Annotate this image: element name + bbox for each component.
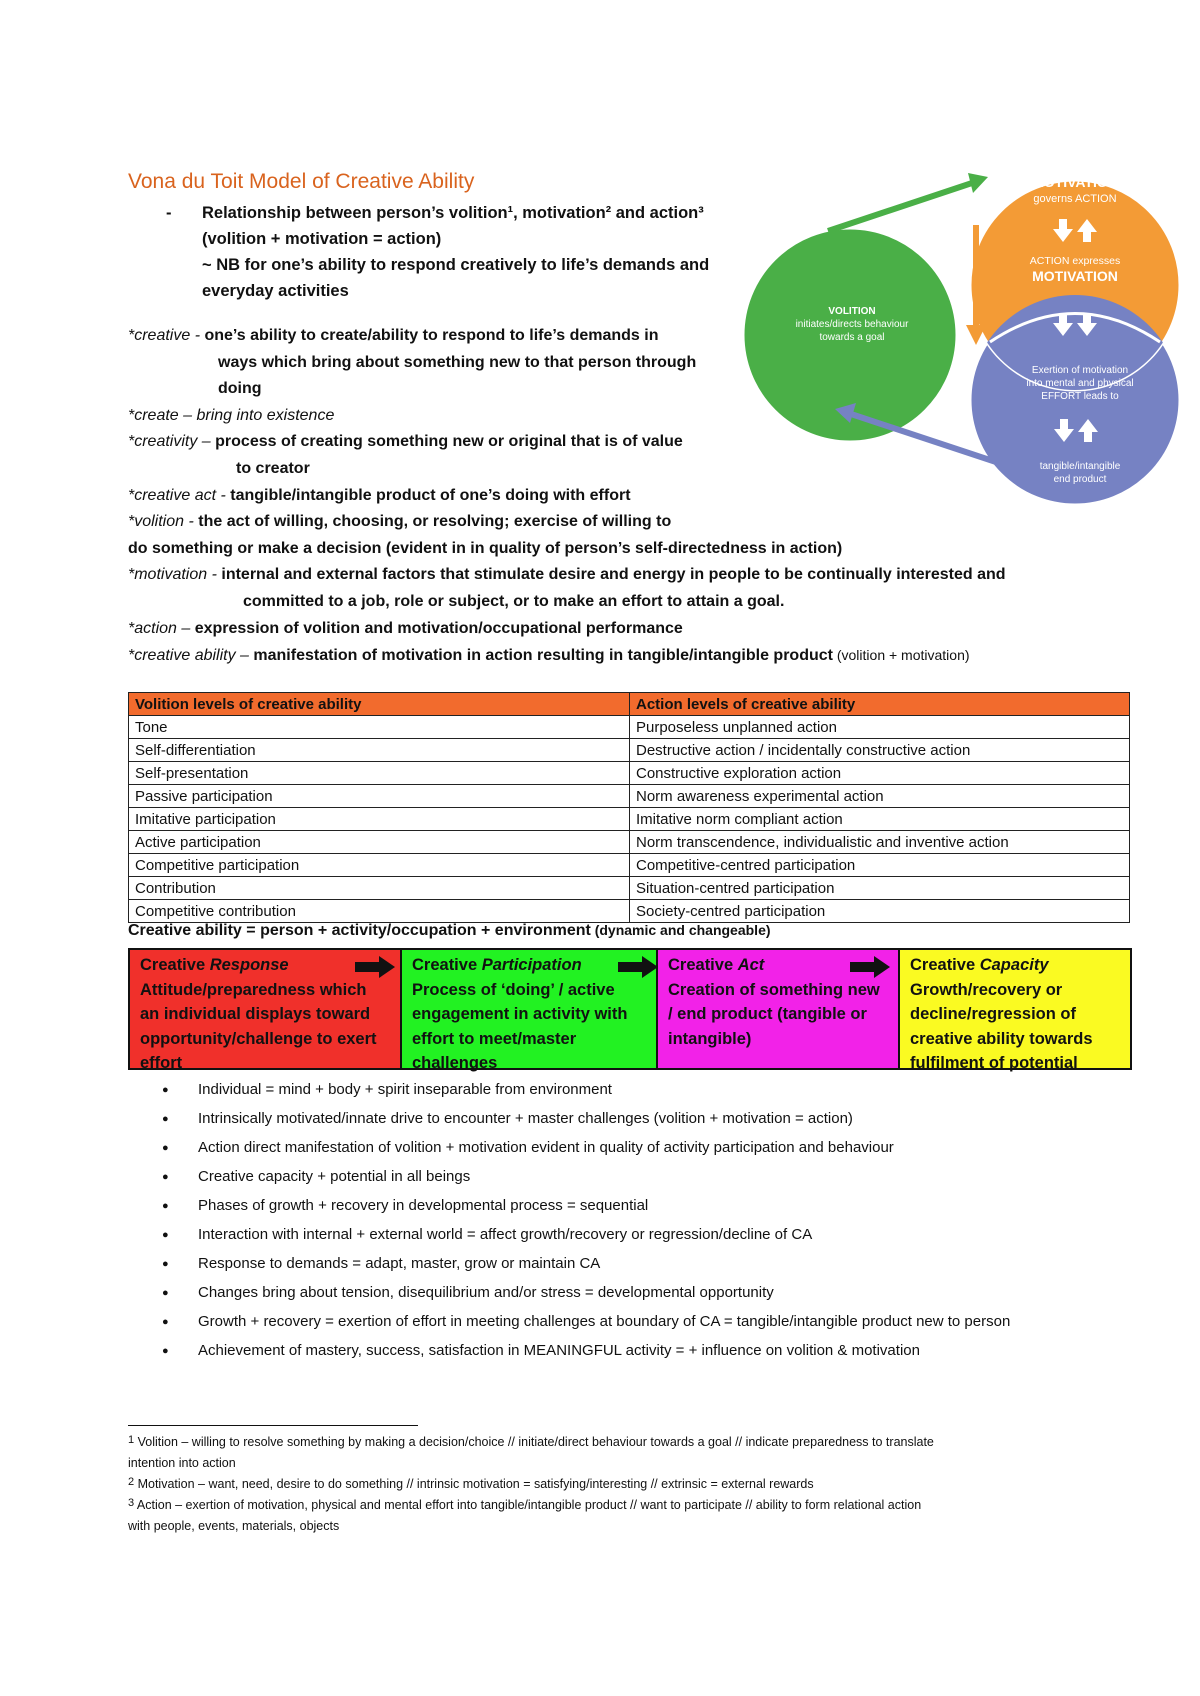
motivation-sub: governs ACTION xyxy=(1033,193,1117,205)
list-item: ● Growth + recovery = exertion of effort in meeting challenges at boundary of CA = tangible/intangible product new to person xyxy=(128,1312,1178,1341)
arrow-right-icon xyxy=(850,956,890,978)
footnote-3: $^3$ Action – exertion of motivation, physical and mental effort into tangible/intangible product // want to participate // ability to form relational action xyxy=(128,1497,922,1512)
def-text: internal and external factors that stimulate desire and energy in people to be continually interested and xyxy=(216,566,1006,584)
action-cell: Norm transcendence, individualistic and inventive action xyxy=(630,831,1130,854)
def-creative-ability xyxy=(128,642,1128,670)
def-motivation-cont: committed to a job, role or subject, or to make an effort to attain a goal. xyxy=(243,592,785,610)
volition-cell: Competitive participation xyxy=(129,854,630,877)
intro-line-4: everyday activities xyxy=(202,282,349,300)
table-row xyxy=(129,785,1130,808)
list-item: ● Phases of growth + recovery in developmental process = sequential xyxy=(128,1196,1178,1225)
volition-cell: Tone xyxy=(129,716,630,739)
def-action xyxy=(128,616,1128,643)
list-item: ● Interaction with internal + external world = affect growth/recovery or regression/decline of CA xyxy=(128,1225,1178,1254)
stage-act xyxy=(658,950,900,1068)
motivation-title: MOTIVATION xyxy=(1032,174,1118,190)
creative-ability-diagram xyxy=(740,165,1190,505)
intro-line-3: ~ NB for one’s ability to respond creatively to life’s demands and xyxy=(202,256,710,274)
def-term: *motivation - xyxy=(128,566,217,584)
table-row xyxy=(129,900,1130,923)
action-cell: Constructive exploration action xyxy=(630,762,1130,785)
intro-dash: - xyxy=(166,204,172,222)
footnote-1: $^1$ Volition – willing to resolve something by making a decision/choice // initiate/direct behaviour towards a goal // indicate preparedness to translate xyxy=(128,1434,934,1449)
table-row xyxy=(129,716,1130,739)
table-row xyxy=(129,808,1130,831)
stage-participation xyxy=(402,950,658,1072)
def-text: manifestation of motivation in action resulting in tangible/intangible product xyxy=(248,647,833,665)
action-cell: Competitive-centred participation xyxy=(630,854,1130,877)
table-row xyxy=(129,831,1130,854)
def-note: (volition + motivation) xyxy=(832,647,970,664)
action-cell: Destructive action / incidentally constructive action xyxy=(630,739,1130,762)
levels-table xyxy=(128,692,1130,923)
stage-title: Creative Act xyxy=(668,956,765,974)
product-line-1: tangible/intangible xyxy=(1039,461,1121,472)
stage-capacity xyxy=(900,950,1130,1072)
table-row xyxy=(129,739,1130,762)
stage-title: Creative Response xyxy=(140,956,289,974)
table-header-row xyxy=(129,693,1130,716)
arrow-volition-to-motivation xyxy=(828,182,975,231)
def-term: *volition - xyxy=(128,513,194,531)
list-item: ● Response to demands = adapt, master, grow or maintain CA xyxy=(128,1254,1178,1283)
def-text: the act of willing, choosing, or resolving; exercise of willing to xyxy=(193,513,672,531)
intro-line-2: (volition + motivation = action) xyxy=(202,230,442,248)
def-text: tangible/intangible product of one’s doing with effort xyxy=(225,486,631,504)
header-volition: Volition levels of creative ability xyxy=(129,693,630,716)
volition-cell: Self-presentation xyxy=(129,762,630,785)
def-motivation xyxy=(128,562,1128,589)
def-creative-cont: doing xyxy=(218,380,262,398)
def-volition-cont: do something or make a decision (evident in in quality of person’s self-directedness in action) xyxy=(128,539,843,557)
volition-cell: Imitative participation xyxy=(129,808,630,831)
table-row xyxy=(129,762,1130,785)
intro-block xyxy=(158,200,758,304)
def-term: *creative act - xyxy=(128,486,226,504)
ca-equation-text: Creative ability = person + activity/occupation + environment xyxy=(128,922,591,939)
def-creative-cont: ways which bring about something new to that person through xyxy=(218,353,697,371)
list-item: ● Action direct manifestation of volition + motivation evident in quality of activity participation and behaviour xyxy=(128,1138,1178,1167)
def-term: *creativity – xyxy=(128,433,211,451)
volition-line-1: initiates/directs behaviour xyxy=(795,319,909,330)
intro-line-1: Relationship between person’s volition¹, motivation² and action³ xyxy=(202,204,704,222)
footnotes xyxy=(128,1432,1128,1537)
table-row xyxy=(129,854,1130,877)
volition-cell: Passive participation xyxy=(129,785,630,808)
stage-title: Creative Capacity xyxy=(910,956,1049,974)
effort-line-1: Exertion of motivation xyxy=(1031,365,1129,376)
ca-equation xyxy=(128,922,771,940)
action-cell: Society-centred participation xyxy=(630,900,1130,923)
product-line-2: end product xyxy=(1053,474,1107,485)
page-title: Vona du Toit Model of Creative Ability xyxy=(128,170,475,193)
stage-title: Creative Participation xyxy=(412,956,582,974)
list-item: ● Creative capacity + potential in all beings xyxy=(128,1167,1178,1196)
action-cell: Purposeless unplanned action xyxy=(630,716,1130,739)
def-term: *creative ability – xyxy=(128,647,249,665)
action-cell: Imitative norm compliant action xyxy=(630,808,1130,831)
arrow-volition-to-motivation-head xyxy=(968,173,988,193)
arrow-right-icon xyxy=(355,956,395,978)
ca-equation-note: (dynamic and changeable) xyxy=(590,922,771,938)
arrow-right-icon xyxy=(618,956,658,978)
def-term: *action – xyxy=(128,619,191,637)
stage-response xyxy=(130,950,402,1072)
list-item: ● Individual = mind + body + spirit inseparable from environment xyxy=(128,1080,1178,1109)
list-item: ● Changes bring about tension, disequilibrium and/or stress = developmental opportunity xyxy=(128,1283,1178,1312)
action-cell: Norm awareness experimental action xyxy=(630,785,1130,808)
volition-cell: Self-differentiation xyxy=(129,739,630,762)
effort-line-3: EFFORT leads to xyxy=(1041,391,1119,402)
volition-cell: Competitive contribution xyxy=(129,900,630,923)
header-action: Action levels of creative ability xyxy=(630,693,1130,716)
footnote-2: $^2$ Motivation – want, need, desire to do something // intrinsic motivation = satisfying/interesting // extrinsic = external rewards xyxy=(128,1476,814,1491)
volition-line-2: towards a goal xyxy=(819,332,885,343)
stage-body: Attitude/preparedness which an individual displays toward opportunity/challenge to exert effort xyxy=(140,980,377,1072)
def-term: *creative - xyxy=(128,327,201,344)
expresses-label: ACTION expresses xyxy=(1029,255,1121,267)
list-item: ● Achievement of mastery, success, satisfaction in MEANINGFUL activity = + influence on volition & motivation xyxy=(128,1341,1178,1370)
footnote-3-cont: with people, events, materials, objects xyxy=(128,1519,340,1533)
footnote-divider xyxy=(128,1425,418,1426)
stage-body: Growth/recovery or decline/regression of creative ability towards fulfilment of potential xyxy=(910,980,1093,1072)
def-volition xyxy=(128,509,1128,536)
def-term: *create – bring into existence xyxy=(128,406,335,424)
volition-title: VOLITION xyxy=(828,306,876,317)
def-text: process of creating something new or original that is of value xyxy=(210,433,683,451)
volition-cell: Contribution xyxy=(129,877,630,900)
stages-row xyxy=(128,948,1132,1070)
volition-cell: Active participation xyxy=(129,831,630,854)
key-points-list xyxy=(128,1080,1178,1370)
expresses-big: MOTIVATION xyxy=(1032,268,1118,284)
def-text: one’s ability to create/ability to respond to life’s demands in xyxy=(200,327,659,344)
action-cell: Situation-centred participation xyxy=(630,877,1130,900)
stage-body: Creation of something new / end product (tangible or intangible) xyxy=(668,980,880,1048)
stage-body: Process of ‘doing’ / active engagement in activity with effort to meet/master challenges xyxy=(412,980,628,1072)
effort-line-2: into mental and physical xyxy=(1026,378,1134,389)
table-row xyxy=(129,877,1130,900)
def-creativity-cont: to creator xyxy=(236,459,310,477)
def-text: expression of volition and motivation/occupational performance xyxy=(190,619,683,637)
footnote-1-cont: intention into action xyxy=(128,1456,236,1470)
list-item: ● Intrinsically motivated/innate drive to encounter + master challenges (volition + motivation = action) xyxy=(128,1109,1178,1138)
